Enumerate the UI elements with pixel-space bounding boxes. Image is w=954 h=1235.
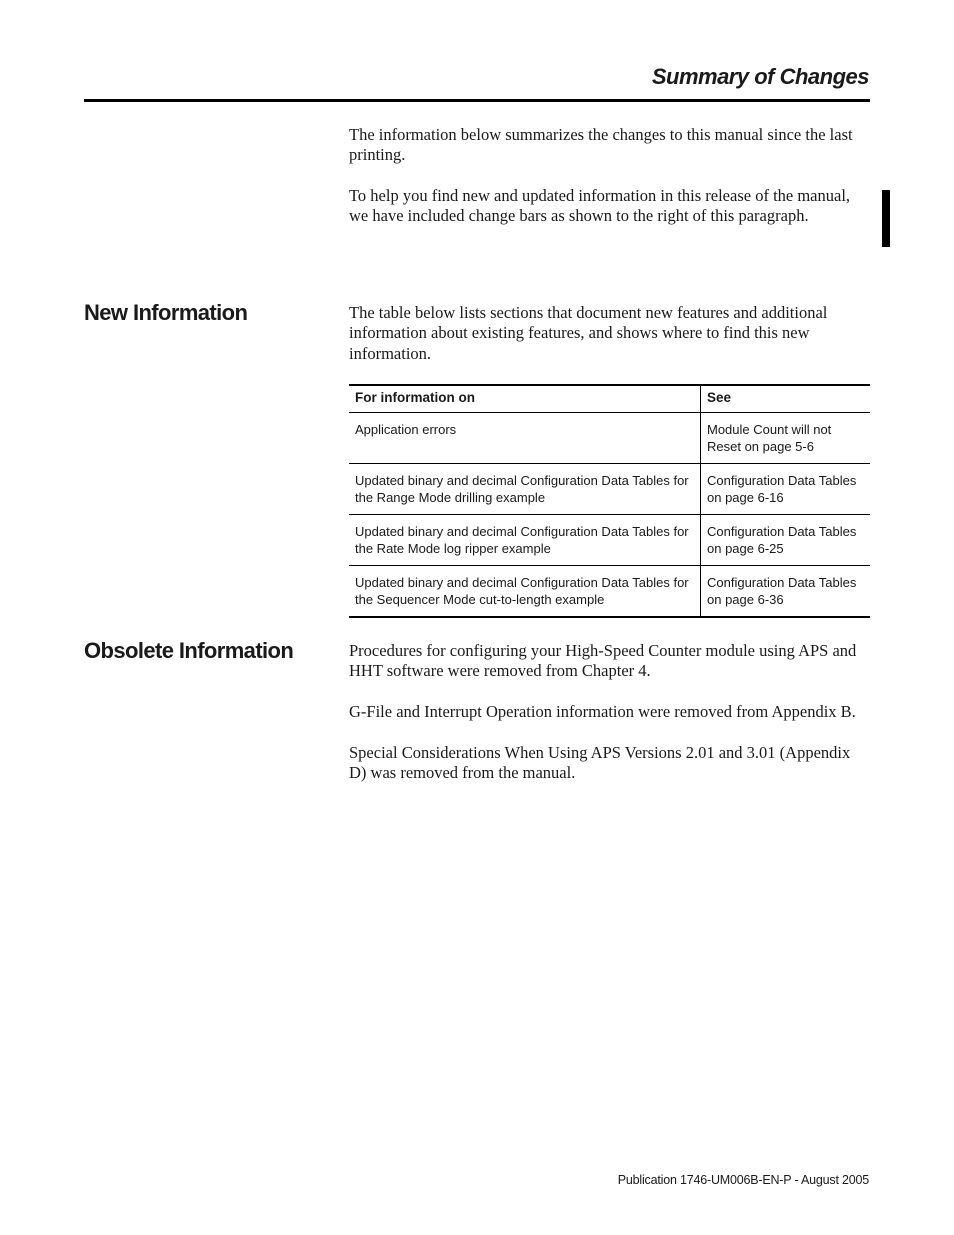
column-header: For information on: [349, 385, 701, 412]
column-header: See: [701, 385, 871, 412]
table-header-row: [349, 385, 870, 412]
table-cell: Configuration Data Tables on page 6-25: [701, 514, 871, 565]
obsolete-paragraph: G-File and Interrupt Operation information were removed from Appendix B.: [349, 702, 856, 722]
title-rule: [84, 99, 870, 102]
table-cell: Updated binary and decimal Configuration Data Tables for the Sequencer Mode cut-to-length example: [349, 565, 701, 617]
obsolete-paragraph: Procedures for configuring your High-Speed Counter module using APS and HHT software were removed from Chapter 4.: [349, 641, 857, 681]
change-bar: [882, 190, 890, 247]
new-information-heading: New Information: [84, 300, 248, 325]
obsolete-paragraph: Special Considerations When Using APS Versions 2.01 and 3.01 (Appendix D) was removed from the manual.: [349, 742, 851, 783]
intro-paragraph: To help you find new and updated information in this release of the manual, we have included change bars as shown to the right of this paragraph.: [349, 186, 851, 226]
table-cell: Configuration Data Tables on page 6-36: [701, 565, 871, 617]
table-row: [349, 463, 870, 514]
table-cell: Configuration Data Tables on page 6-16: [701, 463, 871, 514]
table-row: [349, 565, 870, 617]
intro-paragraph: The information below summarizes the changes to this manual since the last printing.: [349, 125, 853, 165]
publication-footer: Publication 1746-UM006B-EN-P - August 2005: [617, 1173, 869, 1187]
new-information-table: [349, 384, 870, 618]
table-cell: Application errors: [349, 412, 701, 463]
table-row: [349, 514, 870, 565]
table-row: [349, 412, 870, 463]
intro-section: [349, 125, 864, 227]
obsolete-information-heading: Obsolete Information: [84, 638, 294, 663]
obsolete-information-section: [349, 641, 864, 783]
new-information-section: [349, 303, 864, 364]
page-title: Summary of Changes: [651, 64, 869, 89]
table-cell: Updated binary and decimal Configuration Data Tables for the Rate Mode log ripper example: [349, 514, 701, 565]
table-cell: Module Count will not Reset on page 5-6: [701, 412, 871, 463]
new-information-description: The table below lists sections that document new features and additional information about existing features, and shows where to find this new information.: [349, 303, 828, 363]
table-cell: Updated binary and decimal Configuration Data Tables for the Range Mode drilling example: [349, 463, 701, 514]
